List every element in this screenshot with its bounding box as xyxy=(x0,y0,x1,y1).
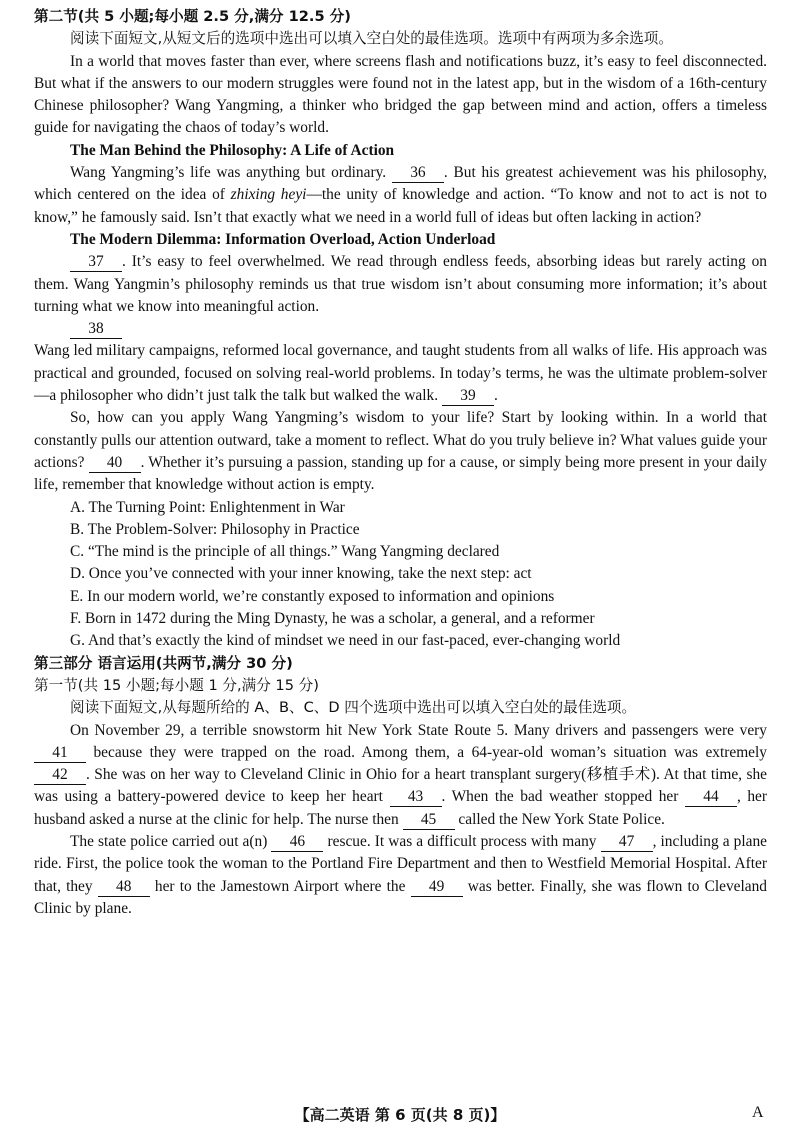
p4-text-a: Wang led military campaigns, reformed local governance, and taught students from all walks of life. His approach was practical and grounded, focused on solving real-world problems. In today’s terms, he was the ultimate problem-solver—a philosopher who didn’t just talk the talk but walked the walk. xyxy=(34,342,767,405)
cloze-text-10: her to the Jamestown Airport where the xyxy=(154,877,406,895)
passage-heading-1: The Man Behind the Philosophy: A Life of Action xyxy=(70,141,395,159)
option-a: A. The Turning Point: Enlightenment in War xyxy=(70,498,345,516)
cloze-text-2: because they were trapped on the road. Among them, a 64-year-old woman’s situation was extremely xyxy=(93,743,767,761)
blank-44[interactable]: 44 xyxy=(685,788,737,807)
cloze-text-4: . When the bad weather stopped her xyxy=(441,788,679,806)
blank-43[interactable]: 43 xyxy=(390,788,442,807)
section-2-instruction: 阅读下面短文,从短文后的选项中选出可以填入空白处的最佳选项。选项中有两项为多余选项。 xyxy=(70,30,673,48)
blank-37[interactable]: 37 xyxy=(70,253,122,272)
section-2-header: 第二节(共 5 小题;每小题 2.5 分,满分 12.5 分) xyxy=(34,8,351,25)
p5-text-b: . Whether it’s pursuing a passion, standing up for a cause, or simply being more present in your daily life, remember that knowledge without action is empty. xyxy=(34,453,767,494)
cloze-text-5: , her husband asked a nurse at the clinic for help. The nurse then xyxy=(34,788,768,828)
option-f: F. Born in 1472 during the Ming Dynasty, he was a scholar, a general, and a reformer xyxy=(70,610,595,628)
option-g: G. And that’s exactly the kind of mindset we need in our fast-paced, ever-changing world xyxy=(70,632,621,650)
cloze-text-9: , including a plane ride. First, the police took the woman to the Portland Fire Department and then to Westfield Memorial Hospital. After that, they xyxy=(34,832,767,895)
p2-term: zhixing heyi xyxy=(230,186,307,204)
blank-40[interactable]: 40 xyxy=(89,454,141,473)
blank-45[interactable]: 45 xyxy=(403,811,455,830)
option-c: C. “The mind is the principle of all things.” Wang Yangming declared xyxy=(70,543,500,561)
exam-page xyxy=(34,6,767,920)
p3-text: . It’s easy to feel overwhelmed. We read through endless feeds, absorbing ideas but rarely acting on them. Wang Yangmin’s philosophy reminds us that true wisdom isn’t about consuming more information; it’s about turning what we know into meaningful action. xyxy=(34,253,767,315)
cloze-paragraph-1 xyxy=(34,720,767,831)
option-e: E. In our modern world, we’re constantly exposed to information and opinions xyxy=(70,587,555,605)
passage-paragraph-4 xyxy=(34,340,767,407)
blank-42[interactable]: 42 xyxy=(34,766,86,785)
passage-paragraph-2 xyxy=(34,162,767,229)
cloze-text-7: The state police carried out a(n) xyxy=(70,832,268,850)
passage-intro: In a world that moves faster than ever, where screens flash and notifications buzz, it’s easy to feel disconnected. But what if the answers to our modern struggles were found not in the latest app, but in the wisdom of a 16th-century Chinese philosopher? Wang Yangming, a thinker who bridged the gap between mind and action, offers a timeless guide for navigating the chaos of today’s world. xyxy=(34,52,767,137)
blank-46[interactable]: 46 xyxy=(271,833,323,852)
p2-text-b: . But his greatest achievement was his philosophy, which centered on the idea of xyxy=(34,164,767,204)
blank-36[interactable]: 36 xyxy=(392,164,444,183)
cloze-text-11: was better. Finally, she was flown to Cleveland Clinic by plane. xyxy=(34,877,767,917)
p2-text-c: —the unity of knowledge and action. “To know and not to act is not to know,” he famously said. Isn’t that exactly what we need in a world full of ideas but often lacking in action? xyxy=(34,186,767,226)
part-3-sub-header: 第一节(共 15 小题;每小题 1 分,满分 15 分) xyxy=(34,676,319,694)
passage-heading-2: The Modern Dilemma: Information Overload, Action Underload xyxy=(70,230,496,248)
part-3-instruction: 阅读下面短文,从每题所给的 A、B、C、D 四个选项中选出可以填入空白处的最佳选项。 xyxy=(70,699,637,717)
cloze-text-8: rescue. It was a difficult process with many xyxy=(327,832,597,850)
paper-version-letter: A xyxy=(752,1104,764,1121)
part-3-header: 第三部分 语言运用(共两节,满分 30 分) xyxy=(34,654,293,672)
passage-paragraph-5 xyxy=(34,407,767,496)
p2-text-a: Wang Yangming’s life was anything but ordinary. xyxy=(70,164,387,182)
blank-38[interactable]: 38 xyxy=(70,320,122,339)
passage-paragraph-3 xyxy=(34,251,767,318)
blank-39[interactable]: 39 xyxy=(442,387,494,406)
blank-49[interactable]: 49 xyxy=(411,878,463,897)
page-footer: 【高二英语 第 6 页(共 8 页)】 xyxy=(294,1106,506,1124)
blank-48[interactable]: 48 xyxy=(98,878,150,897)
option-b: B. The Problem-Solver: Philosophy in Practice xyxy=(70,520,360,538)
cloze-text-6: called the New York State Police. xyxy=(458,810,665,828)
option-d: D. Once you’ve connected with your inner knowing, take the next step: act xyxy=(70,565,532,583)
p5-text-a: So, how can you apply Wang Yangming’s wisdom to your life? Start by looking within. In a world that constantly pulls our attention outward, take a moment to reflect. What do you truly believe in? What values guide your actions? xyxy=(34,409,767,471)
cloze-text-1: On November 29, a terrible snowstorm hit New York State Route 5. Many drivers and passengers were very xyxy=(70,721,767,739)
passage-blank-line-38 xyxy=(34,318,767,340)
p4-text-b: . xyxy=(493,387,498,405)
blank-47[interactable]: 47 xyxy=(601,833,653,852)
blank-41[interactable]: 41 xyxy=(34,744,86,763)
cloze-text-3: . She was on her way to Cleveland Clinic in Ohio for a heart transplant surgery(移植手术). At that time, she was using a battery-powered device to keep her heart xyxy=(34,766,767,806)
cloze-paragraph-2 xyxy=(34,831,767,920)
